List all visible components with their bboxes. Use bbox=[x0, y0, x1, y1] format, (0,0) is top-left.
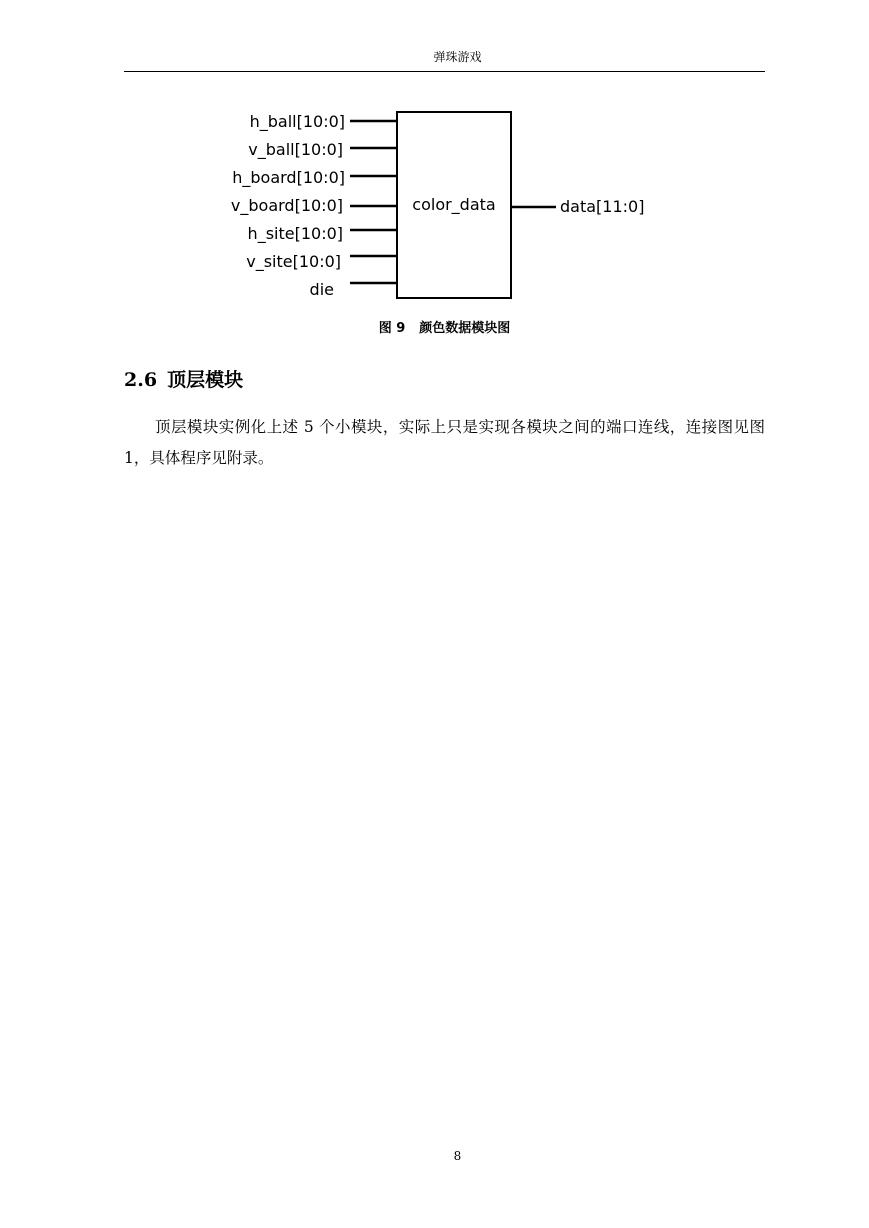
section-heading bbox=[124, 365, 243, 392]
section-number: 2.6 bbox=[124, 369, 158, 391]
input-label-v-ball: v_ball[10:0] bbox=[248, 140, 343, 159]
input-label-h-board: h_board[10:0] bbox=[232, 168, 345, 187]
running-header: 弹珠游戏 bbox=[433, 50, 482, 64]
figure-caption bbox=[0, 317, 869, 336]
module-block-diagram bbox=[0, 100, 869, 310]
section-title: 顶层模块 bbox=[167, 369, 244, 391]
page-number: 8 bbox=[453, 1149, 462, 1163]
module-name-label: color_data bbox=[412, 195, 496, 214]
input-label-v-site: v_site[10:0] bbox=[246, 252, 341, 271]
body-paragraph: 顶层模块实例化上述 5 个小模块，实际上只是实现各模块之间的端口连线，连接图见图 1，具体程序见附录。 bbox=[124, 418, 765, 467]
input-label-v-board: v_board[10:0] bbox=[230, 196, 343, 215]
figure-number: 图 9 bbox=[378, 321, 406, 336]
input-label-h-site: h_site[10:0] bbox=[247, 224, 343, 243]
input-label-die: die bbox=[309, 280, 334, 299]
output-label-data: data[11:0] bbox=[560, 197, 645, 216]
input-label-h-ball: h_ball[10:0] bbox=[249, 112, 345, 131]
header-rule bbox=[124, 71, 765, 72]
figure-title: 颜色数据模块图 bbox=[419, 321, 511, 336]
